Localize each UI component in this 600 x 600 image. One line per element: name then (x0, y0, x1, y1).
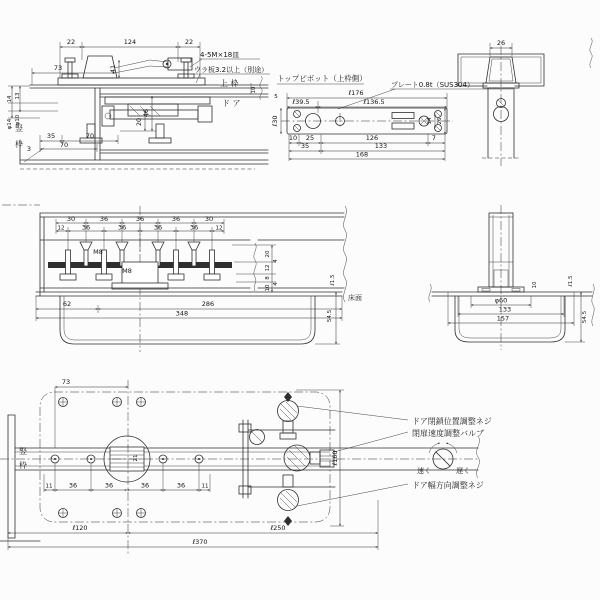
view-door-bottom-section (2, 205, 362, 352)
view-floor-hinge-plan (0, 378, 492, 556)
dim-l1-5-left: ℓ1.5 (330, 274, 336, 286)
dim-c-36a: 36 (68, 481, 78, 490)
dim-r2-36d: 36 (189, 223, 199, 232)
dim-l136-5: ℓ136.5 (363, 98, 385, 106)
spindle-plan (104, 436, 150, 482)
dim-r1-30a: 30 (66, 215, 76, 223)
m8-label-b: M8 (122, 267, 132, 275)
faster-label: 速く (417, 467, 431, 475)
jamb-plan-label-bottom: 枠 (19, 461, 27, 470)
speed-valve-icon (429, 443, 457, 469)
dim-133-plan: 133 (374, 142, 388, 150)
plate-note: プレート0.8t（SUS304） (391, 81, 474, 89)
dim-124: 124 (123, 38, 137, 46)
top-pivot-mechanism (58, 56, 205, 85)
dim-70b: 70 (59, 141, 69, 149)
dim-v8: 8 (265, 276, 271, 280)
dim-phi60: φ60 (494, 296, 508, 305)
dim-46: 46 (142, 108, 150, 118)
dim-r1-36a: 36 (99, 215, 109, 223)
dim-10-small: 10 (251, 86, 257, 94)
dim-54-5-left: 54.5 (327, 309, 333, 323)
dim-l250: ℓ250 (270, 524, 286, 532)
dim-20: 20 (135, 117, 143, 127)
dim-14-plan: 14 (427, 117, 433, 125)
adj-position-label: ドア閉鎖位置調整ネジ (412, 417, 492, 426)
dim-c-11b: 11 (201, 483, 209, 490)
dim-r2-36b: 36 (117, 223, 127, 232)
plan-title: トップピボット（上枠側） (277, 74, 367, 83)
dim-l176: ℓ176 (348, 89, 364, 97)
dim-168-plan: 168 (355, 150, 369, 159)
floor-level-label: 床面 (348, 294, 362, 302)
door-label: ド ア (222, 99, 241, 108)
dim-26-section: 26 (496, 39, 506, 47)
dim-phi14: φ14 (7, 118, 13, 130)
dim-41: 41 (109, 64, 117, 74)
dim-v4a: 4 (273, 259, 279, 263)
dim-l120: ℓ120 (72, 524, 88, 532)
adj-width-label: ドア幅方向調整ネジ (412, 481, 484, 490)
dim-v4b: 4 (273, 282, 279, 286)
dim-l39-5: ℓ39.5 (292, 98, 310, 106)
jamb-label-top: 竪 (15, 124, 23, 133)
dim-73: 73 (53, 64, 63, 72)
dim-133-box: 133 (498, 305, 512, 314)
dim-5: 5 (274, 94, 278, 100)
view-top-pivot-installed-section (7, 38, 278, 169)
dim-l160: ℓ160 (331, 450, 339, 466)
dim-r2-36a: 36 (81, 223, 91, 232)
view-floor-box-section (429, 205, 594, 350)
dim-c-36c: 36 (140, 481, 150, 490)
dim-l30: ℓ30 (271, 115, 279, 127)
dim-10-plan: 10 (288, 134, 298, 142)
dim-13: 13 (15, 92, 21, 100)
dim-7-plan: 7 (431, 134, 437, 142)
dim-35-plan: 35 (300, 142, 310, 150)
dim-10-box: 10 (532, 281, 538, 289)
dim-14: 14 (7, 95, 13, 103)
adj-speed-label: 閉扉速度調整バルブ (412, 429, 484, 438)
jamb-plan-label-top: 竪 (19, 447, 27, 456)
dim-c-36b: 36 (104, 481, 114, 490)
dim-21: 21 (133, 454, 139, 462)
dim-73-plan: 73 (61, 378, 71, 386)
dim-c-36d: 36 (176, 481, 186, 490)
dim-v20: 20 (265, 250, 271, 258)
dim-c-11a: 11 (45, 483, 53, 490)
screw-note: 4-5M×18皿 (200, 51, 240, 59)
dim-phi10: φ10 (15, 114, 21, 126)
dim-l1-5-right: ℓ1.5 (568, 275, 574, 287)
dim-l370: ℓ370 (192, 538, 208, 546)
jamb-label-bottom: 枠 (15, 140, 23, 149)
dim-62: 62 (62, 300, 72, 308)
dim-348: 348 (175, 309, 189, 318)
dim-3: 3 (26, 145, 32, 153)
cover-plate-outline (40, 392, 330, 522)
dim-25-plan: 25 (305, 134, 315, 142)
back-plate-note: ウラ板3.2以上（別途） (194, 66, 269, 74)
dim-286: 286 (201, 300, 215, 308)
dim-r2-36c: 36 (153, 223, 163, 232)
view-top-pivot-side-section (458, 38, 592, 166)
dim-54-5-right: 54.5 (582, 310, 588, 324)
m8-label-a: M8 (93, 248, 103, 256)
dim-v10: 10 (265, 284, 271, 292)
dim-22-right: 22 (184, 38, 194, 46)
dim-v12: 12 (265, 264, 271, 272)
dim-35: 35 (46, 132, 56, 140)
dim-r1-36b: 36 (135, 215, 145, 223)
dim-22-left: 22 (66, 38, 76, 46)
dim-r1-36c: 36 (171, 215, 181, 223)
dim-26-plan: 26 (437, 117, 443, 125)
dim-126-plan: 126 (365, 134, 379, 142)
dim-157-box: 157 (496, 314, 510, 323)
slower-label: 遅く (456, 467, 470, 475)
dim-70a: 70 (85, 132, 95, 140)
dim-r2-12a: 12 (57, 225, 65, 232)
dim-r1-30b: 30 (204, 215, 214, 223)
dim-r2-12b: 12 (215, 225, 223, 232)
top-frame-label: 上 枠 (220, 79, 239, 88)
